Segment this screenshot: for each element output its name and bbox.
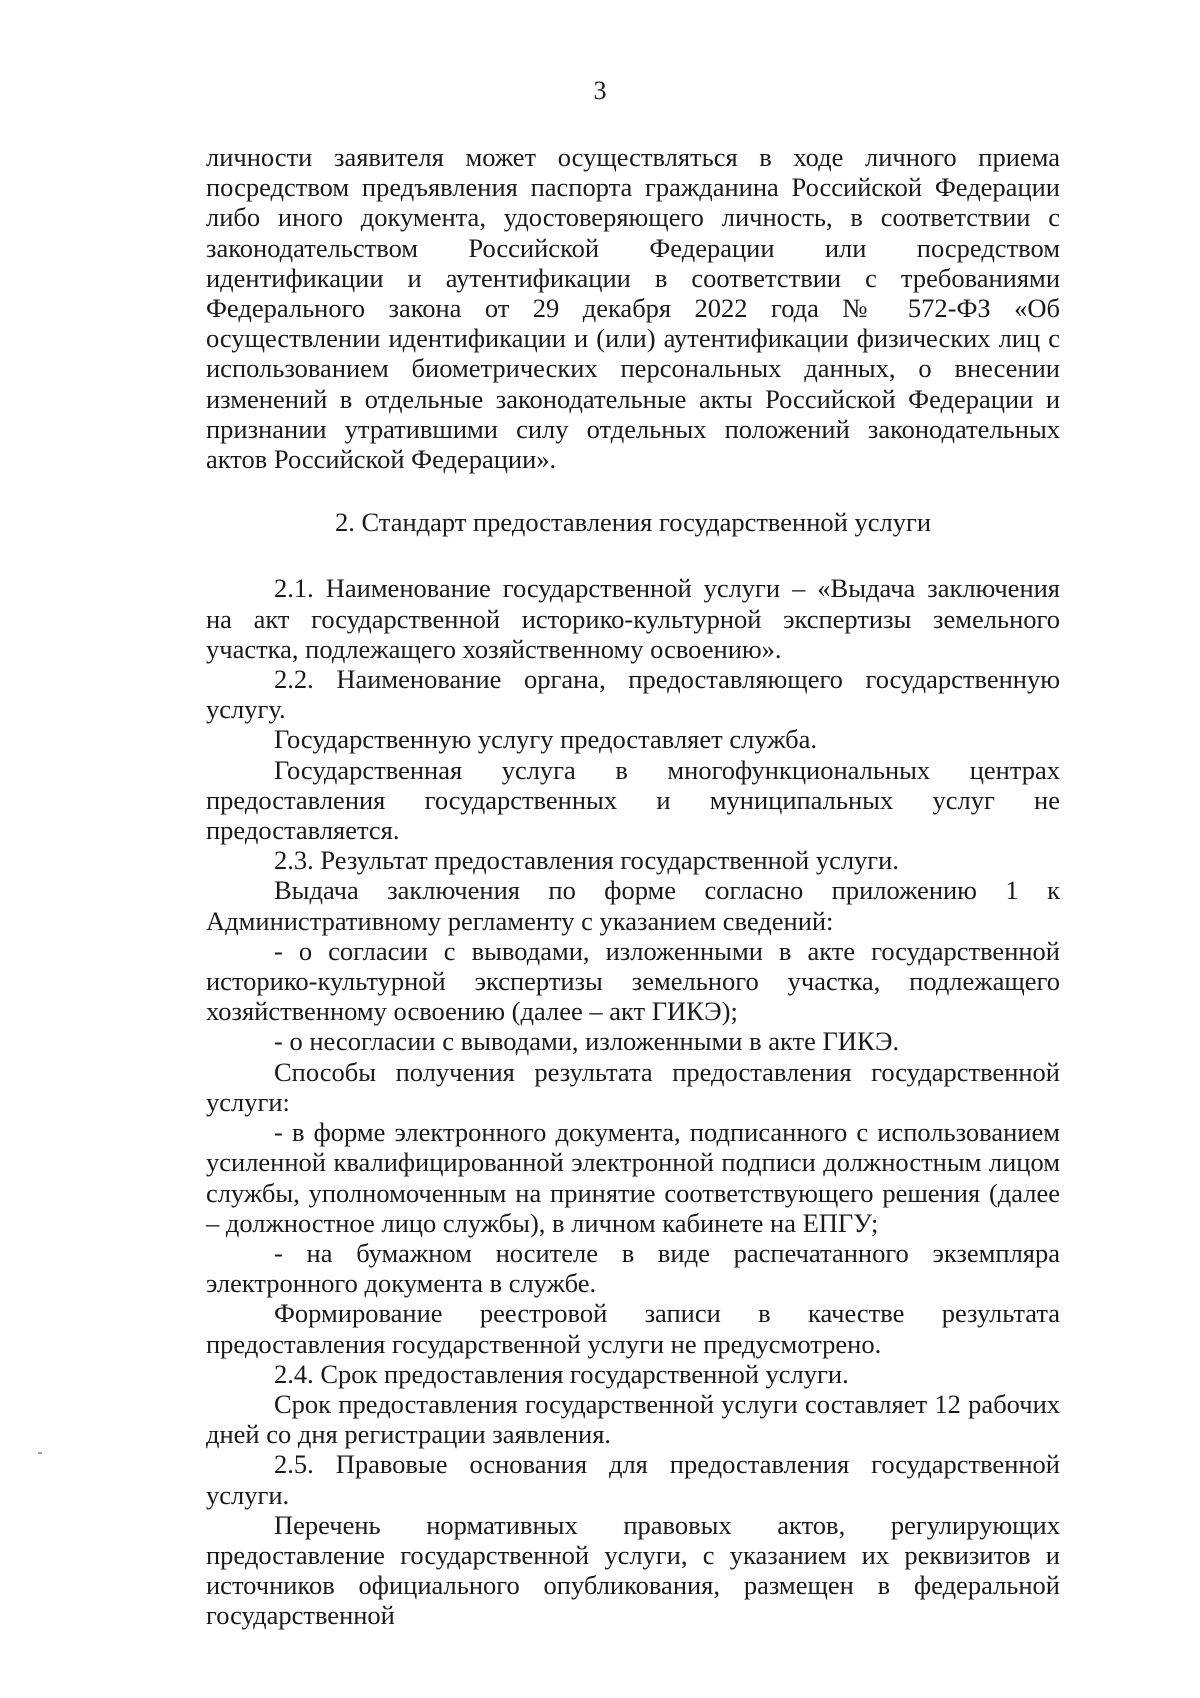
paragraph-2-1: 2.1. Наименование государственной услуги – «Выдача заключения на акт государственной историко-культурной экспертизы земельного участка, подлежащего хозяйственному освоению». xyxy=(206,573,1060,664)
paragraph-service-provider: Государственную услугу предоставляет служба. xyxy=(274,724,818,755)
page-number: 3 xyxy=(593,76,607,105)
paragraph-identity-verification: личности заявителя может осуществляться в ходе личного приема посредством предъявления паспорта гражданина Российской Федерации либо иного документа, удостоверяющего личность, в соответствии с законодательством Российской Федерации или посредством идентификации и аутентификации в соответствии с требованиями Федерального закона от 29 декабря 2022 года № 572-ФЗ «Об осуществлении идентификации и (или) аутентификации физических лиц с использованием биометрических персональных данных, о внесении изменений в отдельные законодательные акты Российской Федерации и признании утратившими силу отдельных положений законодательных актов Российской Федерации». xyxy=(206,142,1060,475)
paragraph-2-3: 2.3. Результат предоставления государственной услуги. xyxy=(274,845,899,876)
document-body xyxy=(206,142,1060,1631)
paragraph-term: Срок предоставления государственной услуги составляет 12 рабочих дней со дня регистрации заявления. xyxy=(206,1388,1060,1450)
paragraph-mfc: Государственная услуга в многофункциональных центрах предоставления государственных и муниципальных услуг не предоставляется. xyxy=(206,754,1060,846)
list-item-agreement: - о согласии с выводами, изложенными в акте государственной историко-культурной экспертизы земельного участка, подлежащего хозяйственному освоению (далее – акт ГИКЭ); xyxy=(206,935,1060,1027)
paragraph-2-2: 2.2. Наименование органа, предоставляющего государственную услугу. xyxy=(206,664,1060,725)
paragraph-2-5: 2.5. Правовые основания для предоставления государственной услуги. xyxy=(206,1449,1060,1510)
list-item-disagreement: - о несогласии с выводами, изложенными в акте ГИКЭ. xyxy=(274,1026,900,1057)
paragraph-result: Выдача заключения по форме согласно приложению 1 к Административному регламенту с указанием сведений: xyxy=(206,875,1060,936)
list-item-paper: - на бумажном носителе в виде распечатанного экземпляра электронного документа в службе. xyxy=(206,1237,1060,1299)
scan-speck xyxy=(38,1452,42,1454)
list-item-electronic: - в форме электронного документа, подписанного с использованием усиленной квалифицированной электронной подписи должностным лицом службы, уполномоченным на принятие соответствующего решения (далее – должностное лицо службы), в личном кабинете на ЕПГУ; xyxy=(206,1117,1060,1238)
section-heading: 2. Стандарт предоставления государственной услуги xyxy=(334,507,932,538)
paragraph-2-4: 2.4. Срок предоставления государственной услуги. xyxy=(274,1358,849,1389)
paragraph-legal-acts: Перечень нормативных правовых актов, регулирующих предоставление государственной услуги, с указанием их реквизитов и источников официального опубликования, размещен в федеральной государственной xyxy=(206,1509,1060,1631)
paragraph-result-methods: Способы получения результата предоставления государственной услуги: xyxy=(206,1056,1060,1117)
paragraph-registry-record: Формирование реестровой записи в качестве результата предоставления государственной услуги не предусмотрено. xyxy=(206,1298,1060,1359)
